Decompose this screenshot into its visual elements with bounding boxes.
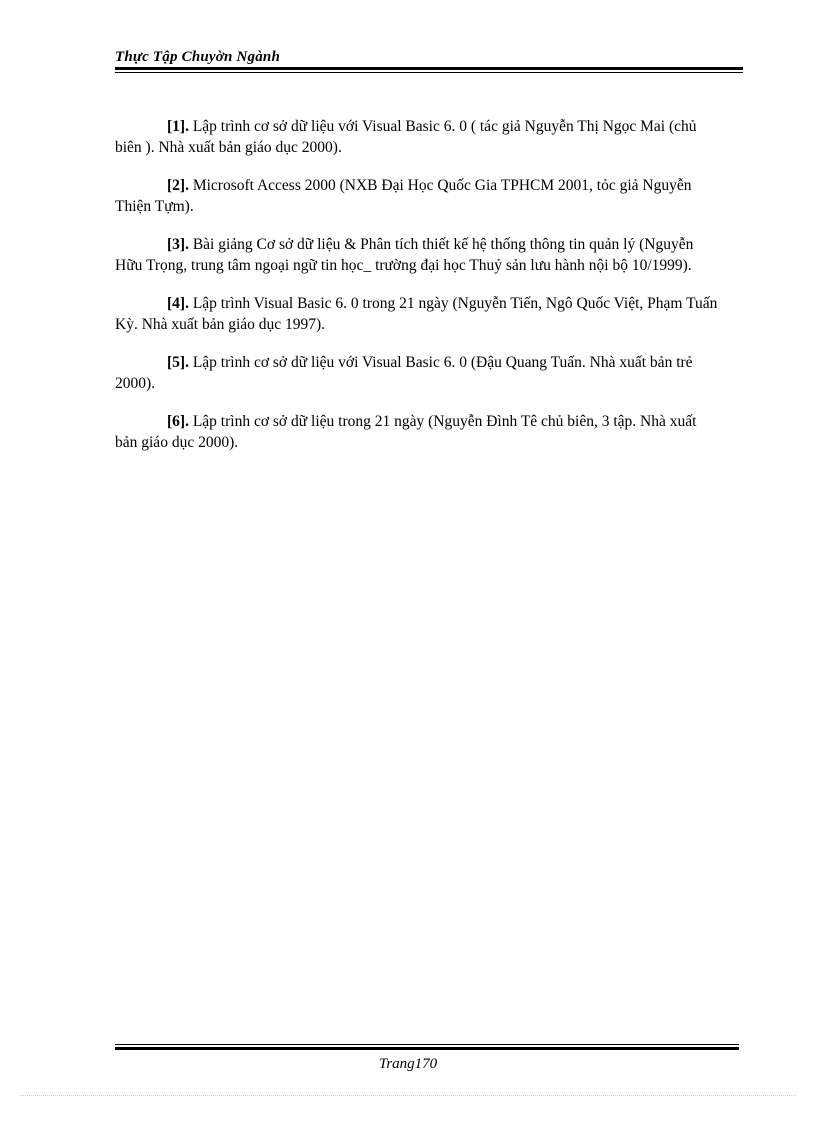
reference-number: [6]. [167, 413, 189, 430]
page-bottom-divider [20, 1095, 796, 1096]
reference-text: Lập trình cơ sở dữ liệu trong 21 ngày (Nguyễn Đình Tê chủ biên, 3 tập. Nhà xuất bản giáo dục 2000). [115, 413, 697, 451]
header-title: Thực Tập Chuyờn Ngành [115, 49, 281, 65]
reference-item [115, 411, 721, 453]
footer-rule-thick [115, 1047, 739, 1050]
reference-item [115, 234, 721, 276]
page-number: Trang170 [378, 1056, 438, 1072]
reference-text: Lập trình cơ sở dữ liệu với Visual Basic 6. 0 (Đậu Quang Tuấn. Nhà xuất bản trẻ 2000). [115, 354, 693, 392]
reference-text: Lập trình Visual Basic 6. 0 trong 21 ngày (Nguyễn Tiến, Ngô Quốc Việt, Phạm Tuấn Kỳ. Nhà xuất bản giáo dục 1997). [115, 295, 718, 333]
reference-item [115, 175, 721, 217]
reference-text: Bài giảng Cơ sở dữ liệu & Phân tích thiết kế hệ thống thông tin quản lý (Nguyễn Hữu Trọng, trung tâm ngoại ngữ tin học_ trường đại học Thuỷ sản lưu hành nội bộ 10/1999). [115, 236, 694, 274]
reference-item [115, 352, 721, 394]
reference-text: Microsoft Access 2000 (NXB Đại Học Quốc Gia TPHCM 2001, tỏc giả Nguyễn Thiện Tựm). [115, 177, 692, 215]
reference-number: [3]. [167, 236, 189, 253]
header-rule-thin [115, 72, 743, 73]
reference-number: [2]. [167, 177, 189, 194]
footer-rule [115, 1044, 739, 1050]
reference-number: [5]. [167, 354, 189, 371]
header-rule-thick [115, 67, 743, 70]
reference-item [115, 116, 721, 158]
reference-list [115, 116, 721, 470]
header-rule [115, 67, 743, 73]
reference-text: Lập trình cơ sở dữ liệu với Visual Basic 6. 0 ( tác giả Nguyễn Thị Ngọc Mai (chủ biên ). Nhà xuất bản giáo dục 2000). [115, 118, 697, 156]
reference-number: [1]. [167, 118, 189, 135]
reference-item [115, 293, 721, 335]
footer-rule-thin [115, 1044, 739, 1045]
reference-number: [4]. [167, 295, 189, 312]
